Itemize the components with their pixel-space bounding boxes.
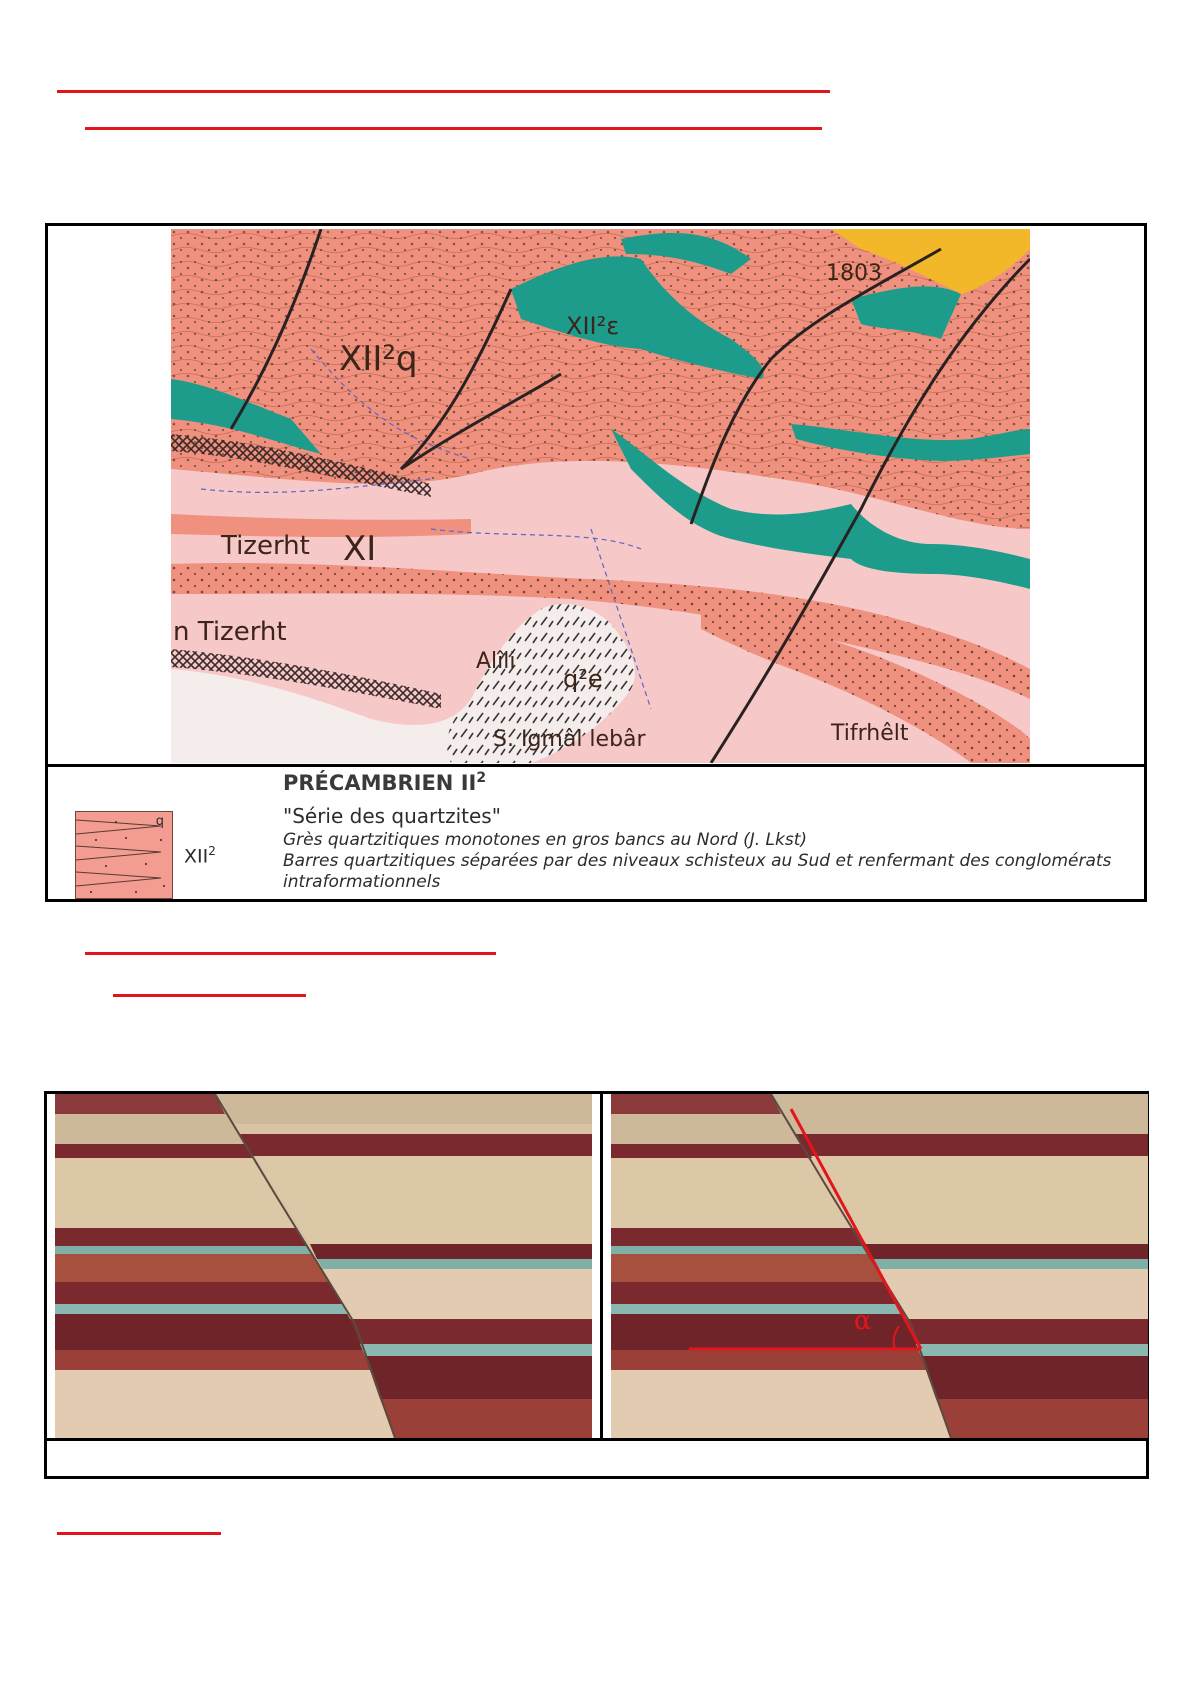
legend-description-2: Barres quartzitiques séparées par des niveaux schisteux au Sud et renfermant des conglomérats intraformationnels xyxy=(283,851,1112,892)
legend-series: "Série des quartzites" xyxy=(283,804,501,828)
photo-figure-frame xyxy=(44,1091,1149,1479)
legend-code xyxy=(184,844,216,867)
heading-rule-1 xyxy=(57,90,830,93)
legend-swatch xyxy=(75,811,173,899)
heading-rule-5 xyxy=(57,1532,221,1535)
map-label-xii2q: XII²q xyxy=(339,339,418,379)
map-label-xi: XI xyxy=(343,529,377,569)
map-label-alili: Alîli xyxy=(476,649,516,674)
legend-code-text: XII xyxy=(184,845,209,868)
map-figure-frame xyxy=(45,223,1147,902)
map-label-tizerht: Tizerht xyxy=(221,531,310,561)
map-label-n-tizerht: n Tizerht xyxy=(173,617,287,647)
outcrop-photo-right-drawing xyxy=(611,1094,1148,1438)
legend-divider xyxy=(48,764,1144,767)
outcrop-photo-right xyxy=(611,1094,1148,1438)
outcrop-photo-left xyxy=(55,1094,592,1438)
legend-description-1: Grès quartzitiques monotones en gros bancs au Nord (J. Lkst) xyxy=(283,830,808,850)
legend-title-sup: 2 xyxy=(476,770,487,786)
map-label-xii2s: XII²ε xyxy=(566,312,620,340)
map-label-lebar: S. Igmâl lebâr xyxy=(493,727,646,752)
map-label-tifrhelt: Tifrhêlt xyxy=(831,721,909,746)
outcrop-photo-left-drawing xyxy=(55,1094,592,1438)
legend-swatch-letter: q xyxy=(155,814,164,829)
heading-rule-3 xyxy=(85,952,496,955)
legend-code-sup: 2 xyxy=(208,844,216,858)
map-label-elevation: 1803 xyxy=(826,261,882,286)
heading-rule-4 xyxy=(113,994,306,997)
geological-map xyxy=(171,229,1030,763)
angle-alpha-label: α xyxy=(854,1306,872,1336)
legend-title-text: PRÉCAMBRIEN II xyxy=(283,771,477,795)
heading-rule-2 xyxy=(85,127,822,130)
legend-title xyxy=(283,770,486,795)
photo-caption xyxy=(47,1441,1146,1476)
photo-divider xyxy=(600,1094,603,1438)
map-label-q2e: q²e xyxy=(563,665,603,693)
